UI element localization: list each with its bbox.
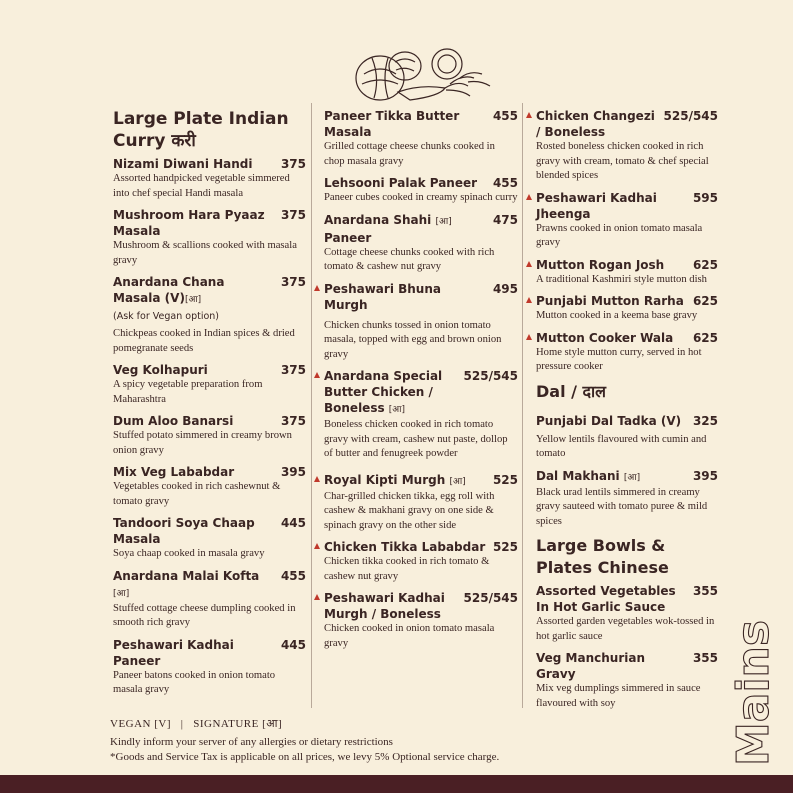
item-name: Mutton Cooker Wala bbox=[536, 330, 674, 345]
list-item bbox=[536, 650, 718, 711]
signature-tag: [आ] bbox=[184, 295, 202, 305]
item-desc: Stuffed cottage cheese dumpling cooked in smooth rich gravy bbox=[113, 602, 296, 628]
item-desc: Mutton cooked in a keema base gravy bbox=[536, 310, 698, 321]
dal-section-title: Dal / दाल bbox=[536, 381, 607, 401]
item-name: Anardana Chana Masala (V) bbox=[113, 275, 225, 305]
list-item bbox=[113, 207, 306, 268]
list-item bbox=[113, 637, 306, 698]
item-name: Peshawari Kadhai Murgh / Boneless bbox=[324, 591, 445, 621]
non-veg-marker-icon bbox=[526, 261, 532, 267]
item-price: 525/545 bbox=[463, 369, 518, 383]
allergy-note: Kindly inform your server of any allergies or dietary restrictions bbox=[110, 736, 393, 748]
item-desc: Assorted handpicked vegetable simmered into chef special Handi masala bbox=[113, 173, 290, 199]
item-name: Tandoori Soya Chaap Masala bbox=[113, 516, 255, 546]
non-veg-marker-icon bbox=[314, 476, 320, 482]
list-item bbox=[113, 413, 306, 458]
item-name: Veg Kolhapuri bbox=[113, 363, 208, 377]
list-item bbox=[113, 568, 306, 631]
list-item bbox=[324, 212, 518, 275]
signature-tag: [आ] bbox=[113, 588, 130, 599]
item-price: 375 bbox=[280, 363, 306, 377]
item-name: Peshawari Kadhai Jheenga bbox=[536, 190, 657, 221]
list-item bbox=[113, 274, 306, 356]
item-price: 375 bbox=[280, 275, 306, 289]
item-name-line2: Paneer bbox=[324, 230, 372, 245]
list-item bbox=[324, 590, 518, 651]
item-price: 525/545 bbox=[663, 109, 718, 123]
list-item bbox=[324, 175, 518, 206]
list-item bbox=[536, 583, 718, 644]
item-name: Peshawari Bhuna Murgh bbox=[324, 281, 441, 312]
item-name: Royal Kipti Murgh bbox=[324, 472, 446, 487]
signature-tag: [आ] bbox=[435, 216, 452, 227]
legend-separator: | bbox=[180, 718, 184, 730]
item-desc: Black urad lentils simmered in creamy gravy sauteed with tomato puree & mild spices bbox=[536, 486, 708, 527]
item-desc: Chicken tikka cooked in rich tomato & cashew nut gravy bbox=[324, 556, 490, 582]
item-price: 625 bbox=[692, 294, 718, 308]
non-veg-marker-icon bbox=[314, 372, 320, 378]
non-veg-marker-icon bbox=[526, 297, 532, 303]
item-name: Mix Veg Lababdar bbox=[113, 465, 235, 479]
item-desc: Assorted garden vegetables wok-tossed in hot garlic sauce bbox=[536, 616, 715, 642]
side-title bbox=[722, 618, 782, 768]
item-price: 455 bbox=[492, 176, 518, 190]
item-name: Nizami Diwani Handi bbox=[113, 157, 253, 171]
section-title: Large Plate Indian Curry करी bbox=[113, 109, 289, 151]
item-desc: Chicken chunks tossed in onion tomato masala, topped with egg and brown onion gravy bbox=[324, 319, 502, 360]
item-desc: Mushroom & scallions cooked with masala gravy bbox=[113, 240, 297, 266]
item-desc: Prawns cooked in onion tomato masala gravy bbox=[536, 222, 703, 248]
menu-column-3 bbox=[536, 108, 718, 717]
item-price: 325 bbox=[692, 413, 718, 428]
item-price: 595 bbox=[692, 190, 718, 205]
item-price: 455 bbox=[280, 568, 306, 583]
non-veg-marker-icon bbox=[314, 594, 320, 600]
list-item bbox=[536, 413, 718, 462]
item-name: Veg Manchurian Gravy bbox=[536, 651, 645, 681]
item-price: 395 bbox=[692, 468, 718, 483]
item-desc: Grilled cottage cheese chunks cooked in chop masala gravy bbox=[324, 141, 495, 167]
list-item bbox=[113, 515, 306, 562]
item-desc: Vegetables cooked in rich cashewnut & tomato gravy bbox=[113, 481, 281, 507]
item-price: 625 bbox=[692, 257, 718, 272]
non-veg-marker-icon bbox=[314, 285, 320, 291]
item-desc: Chicken cooked in onion tomato masala gravy bbox=[324, 623, 495, 649]
vegan-legend: VEGAN [V] bbox=[110, 718, 172, 730]
item-desc: A traditional Kashmiri style mutton dish bbox=[536, 273, 707, 285]
list-item bbox=[324, 472, 518, 534]
list-item bbox=[113, 362, 306, 407]
list-item bbox=[113, 156, 306, 201]
item-desc: Rosted boneless chicken cooked in rich gravy with cream, tomato & chef special blended spices bbox=[536, 141, 709, 181]
item-name: Anardana Special Butter Chicken / Boneless bbox=[324, 369, 443, 415]
list-item bbox=[113, 464, 306, 509]
signature-tag: [आ] bbox=[449, 476, 466, 487]
signature-tag: [आ] bbox=[623, 472, 641, 483]
item-price: 375 bbox=[280, 157, 306, 171]
list-item bbox=[324, 281, 518, 363]
item-desc: Cottage cheese chunks cooked with rich tomato & cashew nut gravy bbox=[324, 246, 495, 272]
item-name: Lehsooni Palak Paneer bbox=[324, 176, 478, 190]
item-price: 475 bbox=[492, 212, 518, 227]
item-note: (Ask for Vegan option) bbox=[113, 311, 220, 322]
menu-column-2 bbox=[324, 108, 518, 657]
tax-note: *Goods and Service Tax is applicable on all prices, we levy 5% Optional service charge. bbox=[110, 751, 500, 763]
item-name: Chicken Changezi / Boneless bbox=[536, 109, 655, 139]
item-price: 455 bbox=[492, 109, 518, 123]
item-price: 625 bbox=[692, 330, 718, 345]
item-name: Mutton Rogan Josh bbox=[536, 257, 665, 272]
item-desc: Stuffed potato simmered in creamy brown onion gravy bbox=[113, 430, 292, 456]
item-desc: Yellow lentils flavoured with cumin and tomato bbox=[536, 433, 707, 459]
non-veg-marker-icon bbox=[314, 543, 320, 549]
side-title-text: Mains bbox=[728, 619, 779, 766]
list-item bbox=[536, 108, 718, 184]
item-price: 375 bbox=[280, 208, 306, 222]
item-price: 495 bbox=[492, 281, 518, 296]
list-item bbox=[536, 468, 718, 530]
item-desc: A spicy vegetable preparation from Maharashtra bbox=[113, 379, 263, 405]
list-item bbox=[536, 293, 718, 324]
item-price: 445 bbox=[280, 637, 306, 652]
non-veg-marker-icon bbox=[526, 112, 532, 118]
item-desc: Paneer cubes cooked in creamy spinach curry bbox=[324, 192, 518, 203]
item-desc: Soya chaap cooked in masala gravy bbox=[113, 548, 265, 559]
list-item bbox=[324, 108, 518, 169]
signature-tag: [आ] bbox=[388, 405, 406, 415]
item-name: Anardana Shahi bbox=[324, 212, 432, 227]
item-price: 525/545 bbox=[463, 591, 518, 605]
item-name: Assorted Vegetables In Hot Garlic Sauce bbox=[536, 584, 676, 614]
chinese-section-title: Large Bowls & Plates Chinese bbox=[536, 536, 669, 577]
item-name: Anardana Malai Kofta bbox=[113, 568, 260, 583]
item-desc: Boneless chicken cooked in rich tomato gravy with cream, cashew nut paste, dollop of butter and fenugreek powder bbox=[324, 419, 508, 459]
list-item bbox=[324, 539, 518, 584]
vegetables-illustration-icon bbox=[350, 44, 500, 106]
list-item bbox=[536, 330, 718, 375]
list-item bbox=[536, 190, 718, 251]
signature-legend: SIGNATURE [आ] bbox=[193, 718, 283, 730]
item-name: Paneer Tikka Butter Masala bbox=[324, 109, 460, 139]
item-price: 525 bbox=[492, 472, 518, 487]
item-desc: Mix veg dumplings simmered in sauce flavoured with soy bbox=[536, 683, 701, 709]
bottom-bar bbox=[0, 775, 793, 793]
item-name: Peshawari Kadhai Paneer bbox=[113, 637, 234, 668]
item-name: Dal Makhani bbox=[536, 468, 620, 483]
list-item bbox=[324, 368, 518, 462]
item-name: Punjabi Dal Tadka (V) bbox=[536, 413, 682, 428]
item-price: 375 bbox=[280, 414, 306, 428]
item-price: 445 bbox=[280, 516, 306, 530]
item-price: 355 bbox=[692, 584, 718, 598]
dietary-legend bbox=[110, 716, 282, 731]
item-price: 355 bbox=[692, 651, 718, 665]
non-veg-marker-icon bbox=[526, 334, 532, 340]
item-name: Dum Aloo Banarsi bbox=[113, 414, 234, 428]
item-price: 525 bbox=[492, 540, 518, 554]
non-veg-marker-icon bbox=[526, 194, 532, 200]
item-price: 395 bbox=[280, 465, 306, 479]
list-item bbox=[536, 257, 718, 288]
item-name: Punjabi Mutton Rarha bbox=[536, 294, 684, 308]
item-name: Mushroom Hara Pyaaz Masala bbox=[113, 208, 265, 238]
menu-column-1 bbox=[113, 108, 306, 704]
item-name: Chicken Tikka Lababdar bbox=[324, 540, 486, 554]
item-desc: Char-grilled chicken tikka, egg roll with cashew & makhani gravy on one side & spinach gravy on the other side bbox=[324, 490, 495, 531]
item-desc: Paneer batons cooked in onion tomato masala gravy bbox=[113, 669, 276, 695]
item-desc: Home style mutton curry, served in hot pressure cooker bbox=[536, 346, 702, 372]
item-desc: Chickpeas cooked in Indian spices & dried pomegranate seeds bbox=[113, 328, 295, 354]
